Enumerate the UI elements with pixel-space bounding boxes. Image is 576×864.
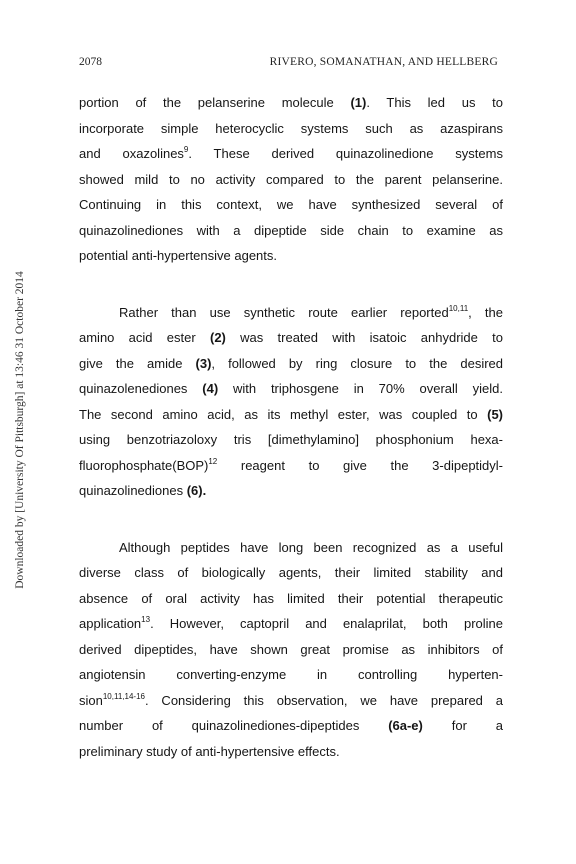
paragraph-2 — [79, 300, 503, 504]
text-line: application$^{13}$. However, captopril and enalaprilat, both proline — [79, 615, 503, 631]
text-line: The second amino acid, as its methyl ester, was coupled to (5) — [79, 406, 503, 422]
text-line: potential anti-hypertensive agents. — [79, 248, 278, 263]
text-line: quinazolinediones with a dipeptide side chain to examine as — [79, 222, 503, 238]
text-line: Continuing in this context, we have synthesized several of — [79, 197, 503, 212]
paragraph-3 — [79, 535, 503, 765]
compound-ref: (3) — [195, 355, 212, 371]
text-line: angiotensin converting-enzyme in controlling hyperten- — [79, 667, 503, 682]
paragraph-1 — [79, 90, 503, 269]
text-line: Rather than use synthetic route earlier reported$^{10,11}$, the — [119, 303, 503, 320]
page-header — [79, 56, 498, 76]
text-line: absence of oral activity has limited their potential therapeutic — [79, 590, 503, 606]
text-line: using benzotriazoloxy tris [dimethylamino] phosphonium hexa- — [79, 432, 503, 447]
compound-ref: (2) — [209, 330, 226, 345]
text-line: quinazolenediones (4) with triphosgene in 70% overall yield. — [79, 381, 503, 396]
text-line: derived dipeptides, have shown great promise as inhibitors of — [79, 641, 503, 657]
citation: 10,11,14-16 — [102, 691, 145, 701]
text-line: portion of the pelanserine molecule (1). This led us to — [79, 95, 503, 110]
page-number: 2078 — [79, 56, 102, 68]
text-line: diverse class of biologically agents, their limited stability and — [79, 565, 503, 580]
text-line: fluorophosphate(BOP)$^{12}$ reagent to give the 3-dipeptidyl- — [79, 456, 503, 473]
body-text — [79, 90, 503, 764]
text-line: and oxazolines$^9$. These derived quinazolinedione systems — [79, 145, 503, 161]
compound-ref: (5) — [487, 406, 503, 422]
compound-ref: (6). — [186, 483, 207, 498]
text-line: sion$^{10,11,14-16}$. Considering this observation, we have prepared a — [79, 691, 503, 708]
download-watermark-text: Downloaded by [University Of Pittsburgh] at 13:46 31 October 2014 — [14, 271, 26, 589]
text-line: give the amide (3), followed by ring closure to the desired — [79, 355, 503, 371]
text-line: showed mild to no activity compared to the parent pelanserine. — [79, 171, 503, 187]
text-line: amino acid ester (2) was treated with isatoic anhydride to — [79, 330, 504, 345]
citation: 13 — [141, 615, 151, 624]
compound-ref: (1) — [350, 95, 367, 110]
compound-ref: (4) — [202, 381, 219, 396]
running-head: RIVERO, SOMANATHAN, AND HELLBERG — [269, 56, 498, 68]
citation: 9 — [183, 145, 189, 154]
text-line: incorporate simple heterocyclic systems such as azaspirans — [79, 120, 503, 136]
text-line: preliminary study of anti-hypertensive effects. — [79, 743, 340, 759]
citation: 12 — [208, 456, 218, 466]
text-line: quinazolinediones (6). — [79, 483, 207, 498]
text-line: number of quinazolinediones-dipeptides (6a-e) for a — [79, 718, 503, 733]
text-line: Although peptides have long been recognized as a useful — [119, 539, 503, 555]
citation: 10,11 — [448, 303, 469, 313]
compound-ref: (6a-e) — [388, 718, 423, 733]
